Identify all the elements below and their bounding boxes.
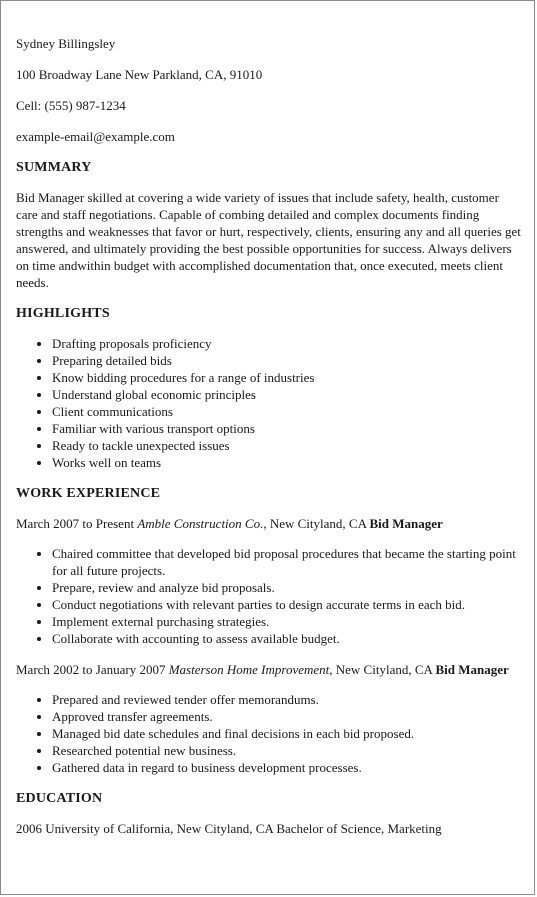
job-dates: March 2007 to Present <box>16 516 135 531</box>
job-bullet: • Implement external purchasing strategies. <box>52 613 522 630</box>
highlight-item: • Preparing detailed bids <box>52 352 522 369</box>
job-title: Bid Manager <box>369 516 443 531</box>
job-bullet: • Prepare, review and analyze bid proposals. <box>52 579 522 596</box>
resume-content <box>1 1 534 837</box>
highlight-item: • Ready to tackle unexpected issues <box>52 437 522 454</box>
job-header <box>16 661 522 678</box>
job-bullet: • Prepared and reviewed tender offer memorandums. <box>52 691 522 708</box>
job-bullet: • Chaired committee that developed bid proposal procedures that became the starting point for all future projects. <box>52 545 522 579</box>
summary-text: Bid Manager skilled at covering a wide variety of issues that include safety, health, customer care and staff negotiations. Capable of combing detailed and complex documents finding strengths and weaknesses that favor or hurt, respectively, clients, ensuring any and all queries get answered, and ultimately providing the best possible opportunities for success. Always delivers on time andwithin budget with accomplished documentation that, once executed, meets client needs. <box>16 190 521 290</box>
highlight-item: • Know bidding procedures for a range of industries <box>52 369 522 386</box>
job-bullet: • Gathered data in regard to business development processes. <box>52 759 522 776</box>
job-bullets <box>16 691 522 776</box>
job-dates: March 2002 to January 2007 <box>16 662 166 677</box>
highlight-item: • Familiar with various transport options <box>52 420 522 437</box>
job-header <box>16 515 522 532</box>
contact-email: example-email@example.com <box>16 129 175 144</box>
job-title: Bid Manager <box>435 662 509 677</box>
highlight-item: • Client communications <box>52 403 522 420</box>
contact-phone: Cell: (555) 987-1234 <box>16 98 126 113</box>
job-employer: Amble Construction Co. <box>137 516 264 531</box>
highlight-item: • Works well on teams <box>52 454 522 471</box>
highlights-list <box>16 335 522 471</box>
highlight-item: • Understand global economic principles <box>52 386 522 403</box>
summary-heading: SUMMARY <box>16 160 92 175</box>
experience-heading: WORK EXPERIENCE <box>16 486 161 501</box>
education-heading: EDUCATION <box>16 791 103 806</box>
job-bullets <box>16 545 522 647</box>
job-location: , New Cityland, CA <box>263 516 367 531</box>
job-employer: Masterson Home Improvement <box>168 662 330 677</box>
highlights-heading: HIGHLIGHTS <box>16 306 110 321</box>
job-bullet: • Conduct negotiations with relevant parties to design accurate terms in each bid. <box>52 596 522 613</box>
job-bullet: • Managed bid date schedules and final decisions in each bid proposed. <box>52 725 522 742</box>
job-bullet: • Collaborate with accounting to assess available budget. <box>52 630 522 647</box>
highlight-item: • Drafting proposals proficiency <box>52 335 522 352</box>
job-bullet: • Researched potential new business. <box>52 742 522 759</box>
contact-name: Sydney Billingsley <box>16 36 116 51</box>
job-bullet: • Approved transfer agreements. <box>52 708 522 725</box>
education-text: 2006 University of California, New Cityland, CA Bachelor of Science, Marketing <box>16 821 442 836</box>
contact-address: 100 Broadway Lane New Parkland, CA, 91010 <box>16 67 263 82</box>
job-location: , New Cityland, CA <box>329 662 433 677</box>
